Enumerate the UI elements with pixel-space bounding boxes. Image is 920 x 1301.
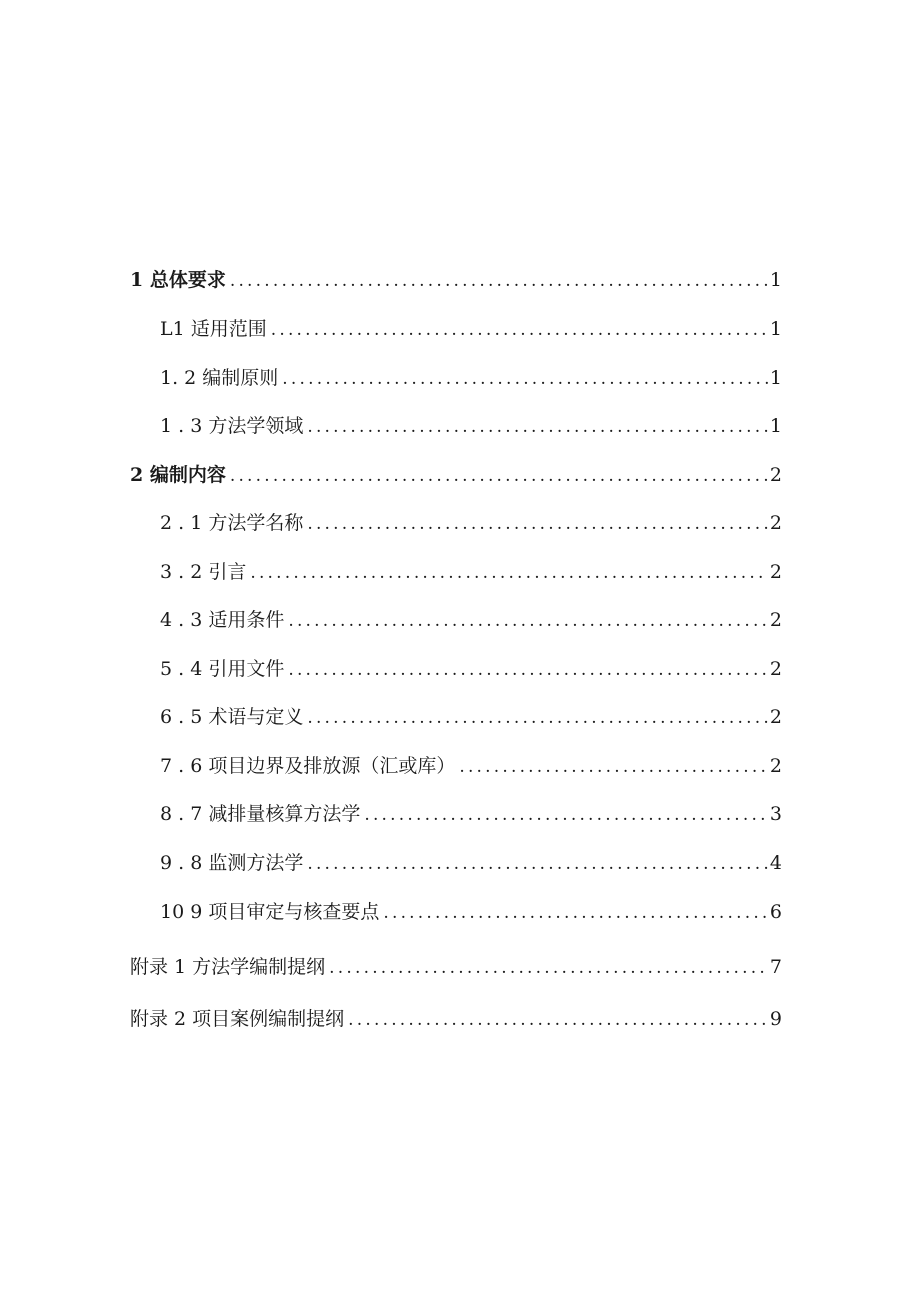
toc-entry-page: 3 xyxy=(769,803,782,825)
toc-entry-page: 7 xyxy=(769,956,782,978)
toc-entry[interactable] xyxy=(130,1005,782,1033)
toc-entry[interactable] xyxy=(160,315,782,343)
toc-entry-label: 2 编制内容 xyxy=(130,464,226,486)
toc-entry-page: 2 xyxy=(769,512,782,534)
toc-entry[interactable] xyxy=(160,703,782,731)
toc-entry-label: 8 . 7 减排量核算方法学 xyxy=(160,803,361,825)
toc-dot-leader xyxy=(230,462,768,490)
toc-dot-leader xyxy=(230,267,768,295)
toc-entry-page: 1 xyxy=(769,269,782,291)
toc-entry[interactable] xyxy=(160,558,782,586)
toc-entry-page: 2 xyxy=(769,609,782,631)
toc-dot-leader xyxy=(282,365,768,393)
toc-entry[interactable] xyxy=(160,849,782,877)
toc-entry[interactable] xyxy=(160,606,782,634)
toc-entry[interactable] xyxy=(160,898,782,926)
toc-entry-label: L1 适用范围 xyxy=(160,318,267,340)
toc-entry[interactable] xyxy=(160,509,782,537)
toc-entry-label: 附录 2 项目案例编制提纲 xyxy=(130,1008,345,1030)
toc-dot-leader xyxy=(329,954,768,982)
toc-entry-label: 1 . 3 方法学领域 xyxy=(160,415,304,437)
toc-entry-label: 6 . 5 术语与定义 xyxy=(160,706,304,728)
toc-entry[interactable] xyxy=(160,800,782,828)
toc-entry[interactable] xyxy=(160,655,782,683)
toc-dot-leader xyxy=(307,850,768,878)
toc-dot-leader xyxy=(307,704,768,732)
toc-entry-label: 3 . 2 引言 xyxy=(160,561,247,583)
toc-entry-page: 1 xyxy=(769,415,782,437)
toc-entry[interactable] xyxy=(130,953,782,981)
toc-entry[interactable] xyxy=(160,364,782,392)
toc-dot-leader xyxy=(348,1006,768,1034)
toc-dot-leader xyxy=(459,753,768,781)
toc-entry-label: 1. 2 编制原则 xyxy=(160,367,279,389)
toc-dot-leader xyxy=(288,656,768,684)
toc-entry-page: 1 xyxy=(769,367,782,389)
toc-entry-page: 1 xyxy=(769,318,782,340)
toc-entry[interactable] xyxy=(130,461,782,489)
toc-entry-page: 2 xyxy=(769,658,782,680)
toc-entry-label: 9 . 8 监测方法学 xyxy=(160,852,304,874)
toc-dot-leader xyxy=(364,801,768,829)
toc-entry[interactable] xyxy=(160,412,782,440)
toc-entry-page: 2 xyxy=(769,706,782,728)
toc-entry-label: 4 . 3 适用条件 xyxy=(160,609,285,631)
toc-entry-label: 附录 1 方法学编制提纲 xyxy=(130,956,326,978)
toc-entry-label: 10 9 项目审定与核查要点 xyxy=(160,901,380,923)
toc-entry-page: 6 xyxy=(769,901,782,923)
toc-entry-page: 2 xyxy=(769,561,782,583)
toc-dot-leader xyxy=(307,413,768,441)
toc-entry[interactable] xyxy=(160,752,782,780)
toc-dot-leader xyxy=(288,607,768,635)
toc-entry-page: 2 xyxy=(769,464,782,486)
toc-entry-label: 1 总体要求 xyxy=(130,269,226,291)
toc-entry-label: 7 . 6 项目边界及排放源（汇或库） xyxy=(160,755,456,777)
toc-entry-page: 4 xyxy=(769,852,782,874)
toc-dot-leader xyxy=(383,899,768,927)
toc-entry-label: 5 . 4 引用文件 xyxy=(160,658,285,680)
toc-dot-leader xyxy=(271,316,768,344)
toc-entry-page: 9 xyxy=(769,1008,782,1030)
toc-entry-page: 2 xyxy=(769,755,782,777)
toc-dot-leader xyxy=(250,559,768,587)
toc-dot-leader xyxy=(307,510,768,538)
toc-entry-label: 2 . 1 方法学名称 xyxy=(160,512,304,534)
toc-entry[interactable] xyxy=(130,266,782,294)
